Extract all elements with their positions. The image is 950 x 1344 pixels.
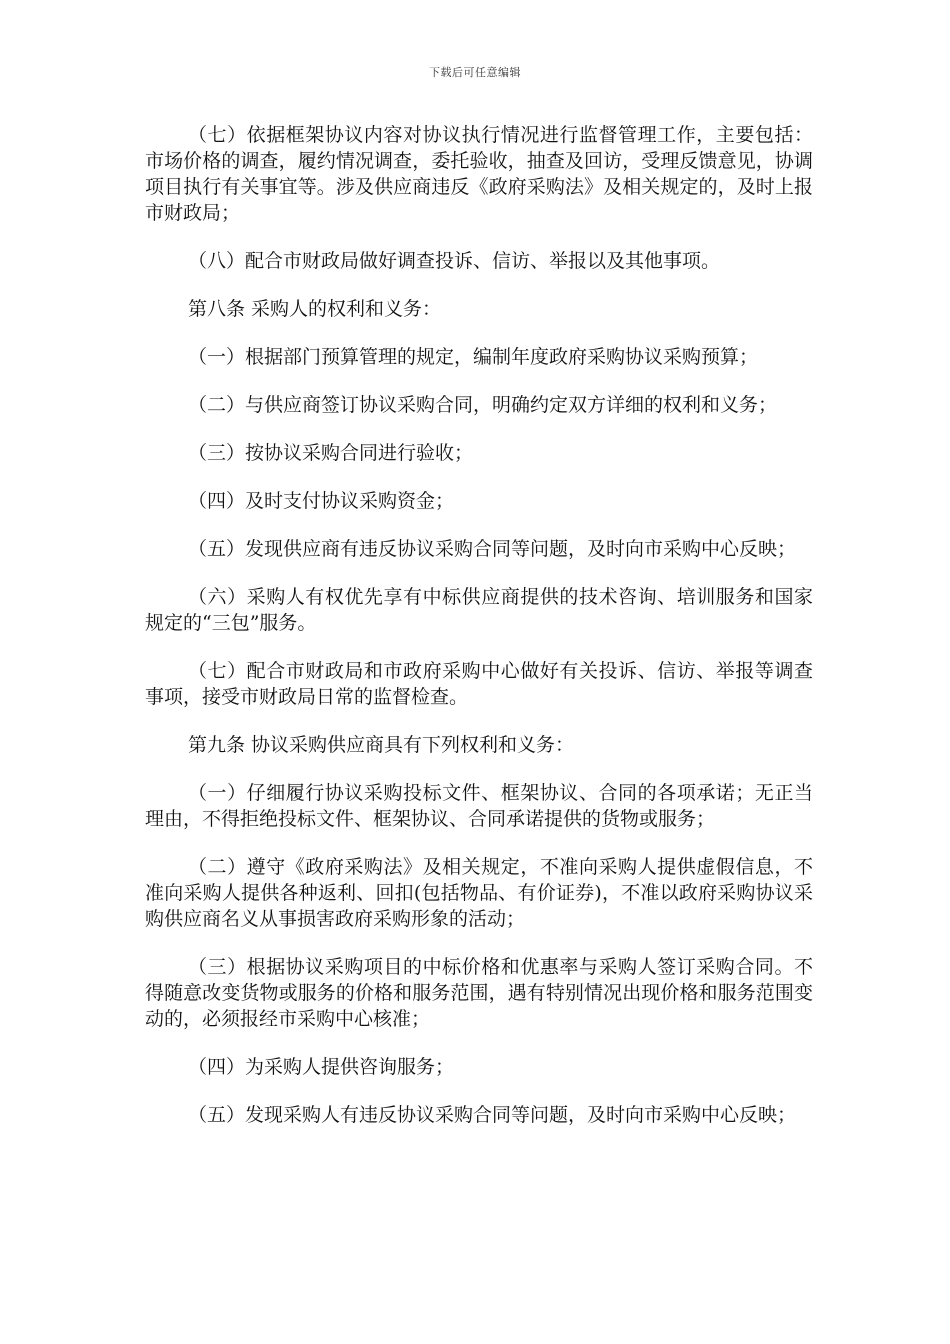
paragraph-9-two: （二）遵守《政府采购法》及相关规定，不准向采购人提供虚假信息，不准向采购人提供各种返利、回扣(包括物品、有价证券)，不准以政府采购协议采购供应商名义从事损害政府采购形象的活动；: [145, 856, 813, 930]
paragraph-9-four: （四）为采购人提供咨询服务；: [188, 1056, 455, 1078]
article-8-heading: 第八条 采购人的权利和义务：: [188, 298, 442, 320]
paragraph-7-seven: （七）依据框架协议内容对协议执行情况进行监督管理工作，主要包括：市场价格的调查，履约情况调查，委托验收，抽查及回访，受理反馈意见，协调项目执行有关事宜等。涉及供应商违反《政府采购法》及相关规定的，及时上报市财政局；: [145, 124, 813, 224]
paragraph-8-seven: （七）配合市财政局和市政府采购中心做好有关投诉、信访、举报等调查事项，接受市财政局日常的监督检查。: [145, 660, 813, 708]
paragraph-8-two: （二）与供应商签订协议采购合同，明确约定双方详细的权利和义务；: [188, 394, 778, 416]
document-body: [145, 122, 813, 1150]
page-header: 下载后可任意编辑: [429, 66, 521, 79]
paragraph-7-eight: （八）配合市财政局做好调查投诉、信访、举报以及其他事项。: [188, 250, 721, 272]
paragraph-8-three: （三）按协议采购合同进行验收；: [188, 442, 474, 464]
paragraph-9-one: （一）仔细履行协议采购投标文件、框架协议、合同的各项承诺；无正当理由，不得拒绝投标文件、框架协议、合同承诺提供的货物或服务；: [145, 782, 813, 830]
paragraph-8-one: （一）根据部门预算管理的规定，编制年度政府采购协议采购预算；: [188, 346, 759, 368]
paragraph-8-five: （五）发现供应商有违反协议采购合同等问题，及时向市采购中心反映；: [188, 538, 797, 560]
paragraph-9-five: （五）发现采购人有违反协议采购合同等问题，及时向市采购中心反映；: [188, 1104, 797, 1126]
paragraph-8-six: （六）采购人有权优先享有中标供应商提供的技术咨询、培训服务和国家规定的“三包”服务。: [145, 586, 813, 634]
article-9-heading: 第九条 协议采购供应商具有下列权利和义务：: [188, 734, 575, 756]
paragraph-9-three: （三）根据协议采购项目的中标价格和优惠率与采购人签订采购合同。不得随意改变货物或服务的价格和服务范围，遇有特别情况出现价格和服务范围变动的，必须报经市采购中心核准；: [145, 956, 813, 1030]
paragraph-8-four: （四）及时支付协议采购资金；: [188, 490, 455, 512]
